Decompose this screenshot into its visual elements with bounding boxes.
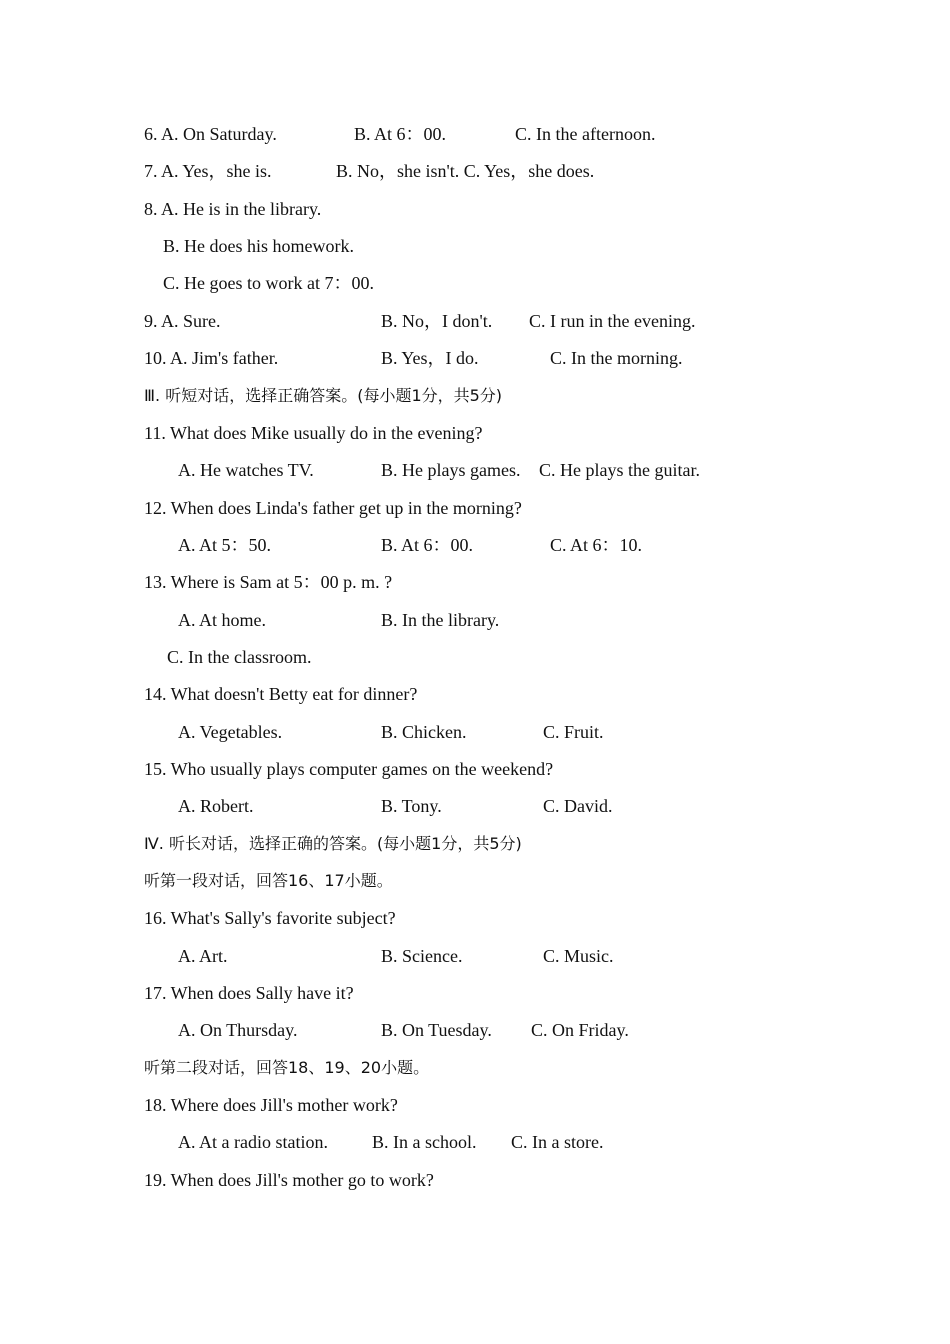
q12-option-a: A. At 5：50. xyxy=(178,535,272,555)
q6-option-b: B. At 6：00. xyxy=(354,124,447,144)
q16-question: 16. What's Sally's favorite subject? xyxy=(144,908,396,928)
q15-question: 15. Who usually plays computer games on the weekend? xyxy=(144,759,554,779)
q11-option-a: A. He watches TV. xyxy=(178,460,314,480)
q8-option-c: C. He goes to work at 7：00. xyxy=(163,273,374,293)
q16-option-c: C. Music. xyxy=(543,946,614,966)
q12-option-b: B. At 6：00. xyxy=(381,535,474,555)
q9-option-b: B. No，I don't. xyxy=(381,311,493,331)
passage-1-instruction: 听第一段对话，回答16、17小题。 xyxy=(144,871,393,890)
q13-question: 13. Where is Sam at 5：00 p. m. ? xyxy=(144,572,393,592)
q11-option-b: B. He plays games. xyxy=(381,460,521,480)
q8-option-b: B. He does his homework. xyxy=(163,236,354,256)
q12-question: 12. When does Linda's father get up in the morning? xyxy=(144,498,522,518)
q18-option-c: C. In a store. xyxy=(511,1132,604,1152)
q17-question: 17. When does Sally have it? xyxy=(144,983,354,1003)
q18-question: 18. Where does Jill's mother work? xyxy=(144,1095,398,1115)
q7-option-bc: B. No，she isn't. C. Yes，she does. xyxy=(336,161,595,181)
q17-option-a: A. On Thursday. xyxy=(178,1020,298,1040)
q15-option-b: B. Tony. xyxy=(381,796,442,816)
q14-option-a: A. Vegetables. xyxy=(178,722,283,742)
q16-option-a: A. Art. xyxy=(178,946,228,966)
q18-option-b: B. In a school. xyxy=(372,1132,477,1152)
q17-option-b: B. On Tuesday. xyxy=(381,1020,492,1040)
q7-option-a: 7. A. Yes，she is. xyxy=(144,161,272,181)
q13-option-b: B. In the library. xyxy=(381,610,500,630)
q15-option-a: A. Robert. xyxy=(178,796,254,816)
q19-question: 19. When does Jill's mother go to work? xyxy=(144,1170,434,1190)
q11-option-c: C. He plays the guitar. xyxy=(539,460,700,480)
section-3-heading: Ⅲ. 听短对话，选择正确答案。(每小题1分，共5分) xyxy=(144,386,503,405)
section-4-heading: Ⅳ. 听长对话，选择正确的答案。(每小题1分，共5分) xyxy=(144,834,522,853)
q13-option-a: A. At home. xyxy=(178,610,266,630)
q14-option-c: C. Fruit. xyxy=(543,722,604,742)
q10-option-c: C. In the morning. xyxy=(550,348,683,368)
q10-option-a: 10. A. Jim's father. xyxy=(144,348,279,368)
q12-option-c: C. At 6：10. xyxy=(550,535,643,555)
q6-option-a: 6. A. On Saturday. xyxy=(144,124,277,144)
q11-question: 11. What does Mike usually do in the evening? xyxy=(144,423,483,443)
q16-option-b: B. Science. xyxy=(381,946,463,966)
passage-2-instruction: 听第二段对话，回答18、19、20小题。 xyxy=(144,1058,430,1077)
q14-option-b: B. Chicken. xyxy=(381,722,467,742)
q15-option-c: C. David. xyxy=(543,796,613,816)
q13-option-c: C. In the classroom. xyxy=(167,647,312,667)
q9-option-c: C. I run in the evening. xyxy=(529,311,696,331)
q8-option-a: 8. A. He is in the library. xyxy=(144,199,322,219)
q14-question: 14. What doesn't Betty eat for dinner? xyxy=(144,684,418,704)
q6-option-c: C. In the afternoon. xyxy=(515,124,656,144)
q9-option-a: 9. A. Sure. xyxy=(144,311,221,331)
q17-option-c: C. On Friday. xyxy=(531,1020,629,1040)
q18-option-a: A. At a radio station. xyxy=(178,1132,328,1152)
q10-option-b: B. Yes，I do. xyxy=(381,348,479,368)
